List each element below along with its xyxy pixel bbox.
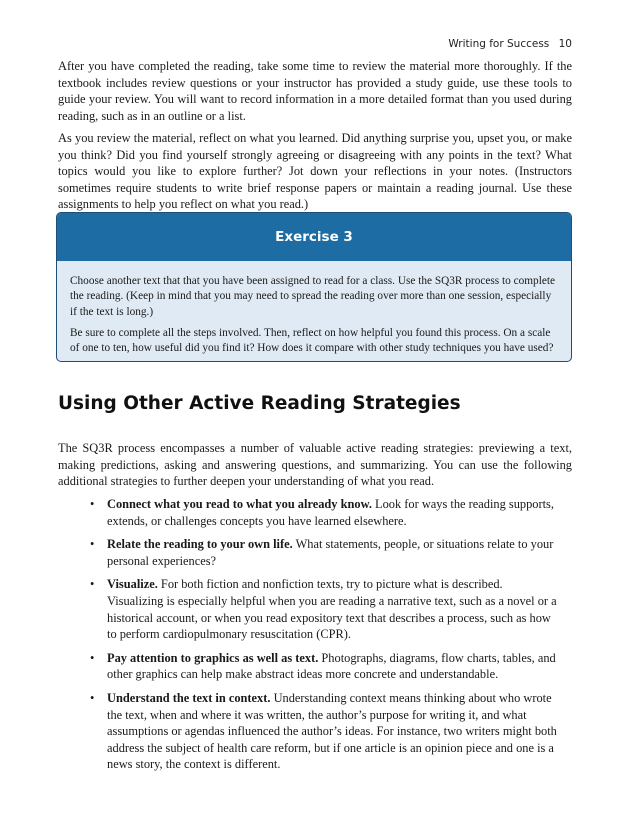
book-title: Writing for Success — [448, 38, 550, 50]
list-item-lead: Pay attention to graphics as well as text. — [107, 650, 319, 665]
list-item — [90, 650, 560, 683]
page-number: 10 — [558, 38, 572, 50]
exercise-box — [56, 212, 572, 362]
exercise-header — [57, 213, 571, 261]
list-item-lead: Visualize. — [107, 577, 158, 592]
strategy-list — [90, 496, 560, 780]
list-item-lead: Understand the text in context. — [107, 690, 271, 705]
bullet-icon: • — [90, 690, 95, 705]
bullet-icon: • — [90, 497, 95, 511]
section-intro-paragraph: The SQ3R process encompasses a number of valuable active reading strategies: previewing a text, making predictions, asking and answering questions, and summarizing. You can use the following additional strategies to further deepen your understanding of what you read. — [58, 441, 572, 489]
exercise-body — [57, 261, 571, 356]
exercise-paragraph-1: Choose another text that that you have been assigned to read for a class. Use the SQ3R process to complete the reading. (Keep in mind that you may need to spread the reading over more than one session, especially if the text is long.) — [70, 275, 556, 318]
list-item — [90, 536, 560, 569]
bullet-icon: • — [90, 577, 95, 592]
running-header — [448, 38, 572, 50]
section-heading: Using Other Active Reading Strategies — [58, 393, 461, 414]
list-item — [90, 496, 560, 529]
list-item-lead: Relate the reading to your own life. — [107, 537, 293, 552]
list-item-text: For both fiction and nonfiction texts, try to picture what is described. Visualizing is especially helpful when you are reading a narrative text, such as a novel or a historical account, or when you read expository text that describes a process, such as how to perform cardiopulmonary resuscitation (CPR). — [107, 577, 557, 642]
bullet-icon: • — [90, 537, 95, 552]
list-item — [90, 690, 560, 773]
list-item — [90, 576, 560, 642]
list-item-text: Look for ways the reading supports, extends, or challenges concepts you have learned elsewhere. — [107, 497, 554, 528]
list-item-text: Understanding context means thinking about who wrote the text, when and where it was written, the author’s purpose for writing it, and what assumptions or agendas influenced the author’s ideas. For instance, two writers might both address the subject of health care reform, but if one article is an opinion piece and one is a news story, the context is different. — [107, 690, 557, 772]
review-paragraph: After you have completed the reading, take some time to review the material more thoroughly. If the textbook includes review questions or your instructor has provided a study guide, use these tools to guide your review. You will want to record information in a more detailed format than you used during reading, such as in an outline or a list. — [58, 59, 572, 123]
reflect-paragraph: As you review the material, reflect on what you learned. Did anything surprise you, upset you, or make you think? Did you find yourself strongly agreeing or disagreeing with any points in the text? What topics would you like to explore further? Jot down your reflections in your notes. (Instructors sometimes require students to write brief response papers or maintain a reading journal. Use these assignments to help you reflect on what you read.) — [58, 131, 572, 212]
exercise-paragraph-2: Be sure to complete all the steps involved. Then, reflect on how helpful you found this process. On a scale of one to ten, how useful did you find it? How does it compare with other study techniques you have used? — [70, 326, 554, 355]
list-item-text: Photographs, diagrams, flow charts, tables, and other graphics can help make abstract ideas more concrete and understandable. — [107, 650, 556, 682]
bullet-icon: • — [90, 650, 95, 665]
list-item-lead: Connect what you read to what you already know. — [107, 497, 372, 511]
exercise-title: Exercise 3 — [275, 229, 353, 245]
list-item-text: What statements, people, or situations relate to your personal experiences? — [107, 537, 554, 568]
